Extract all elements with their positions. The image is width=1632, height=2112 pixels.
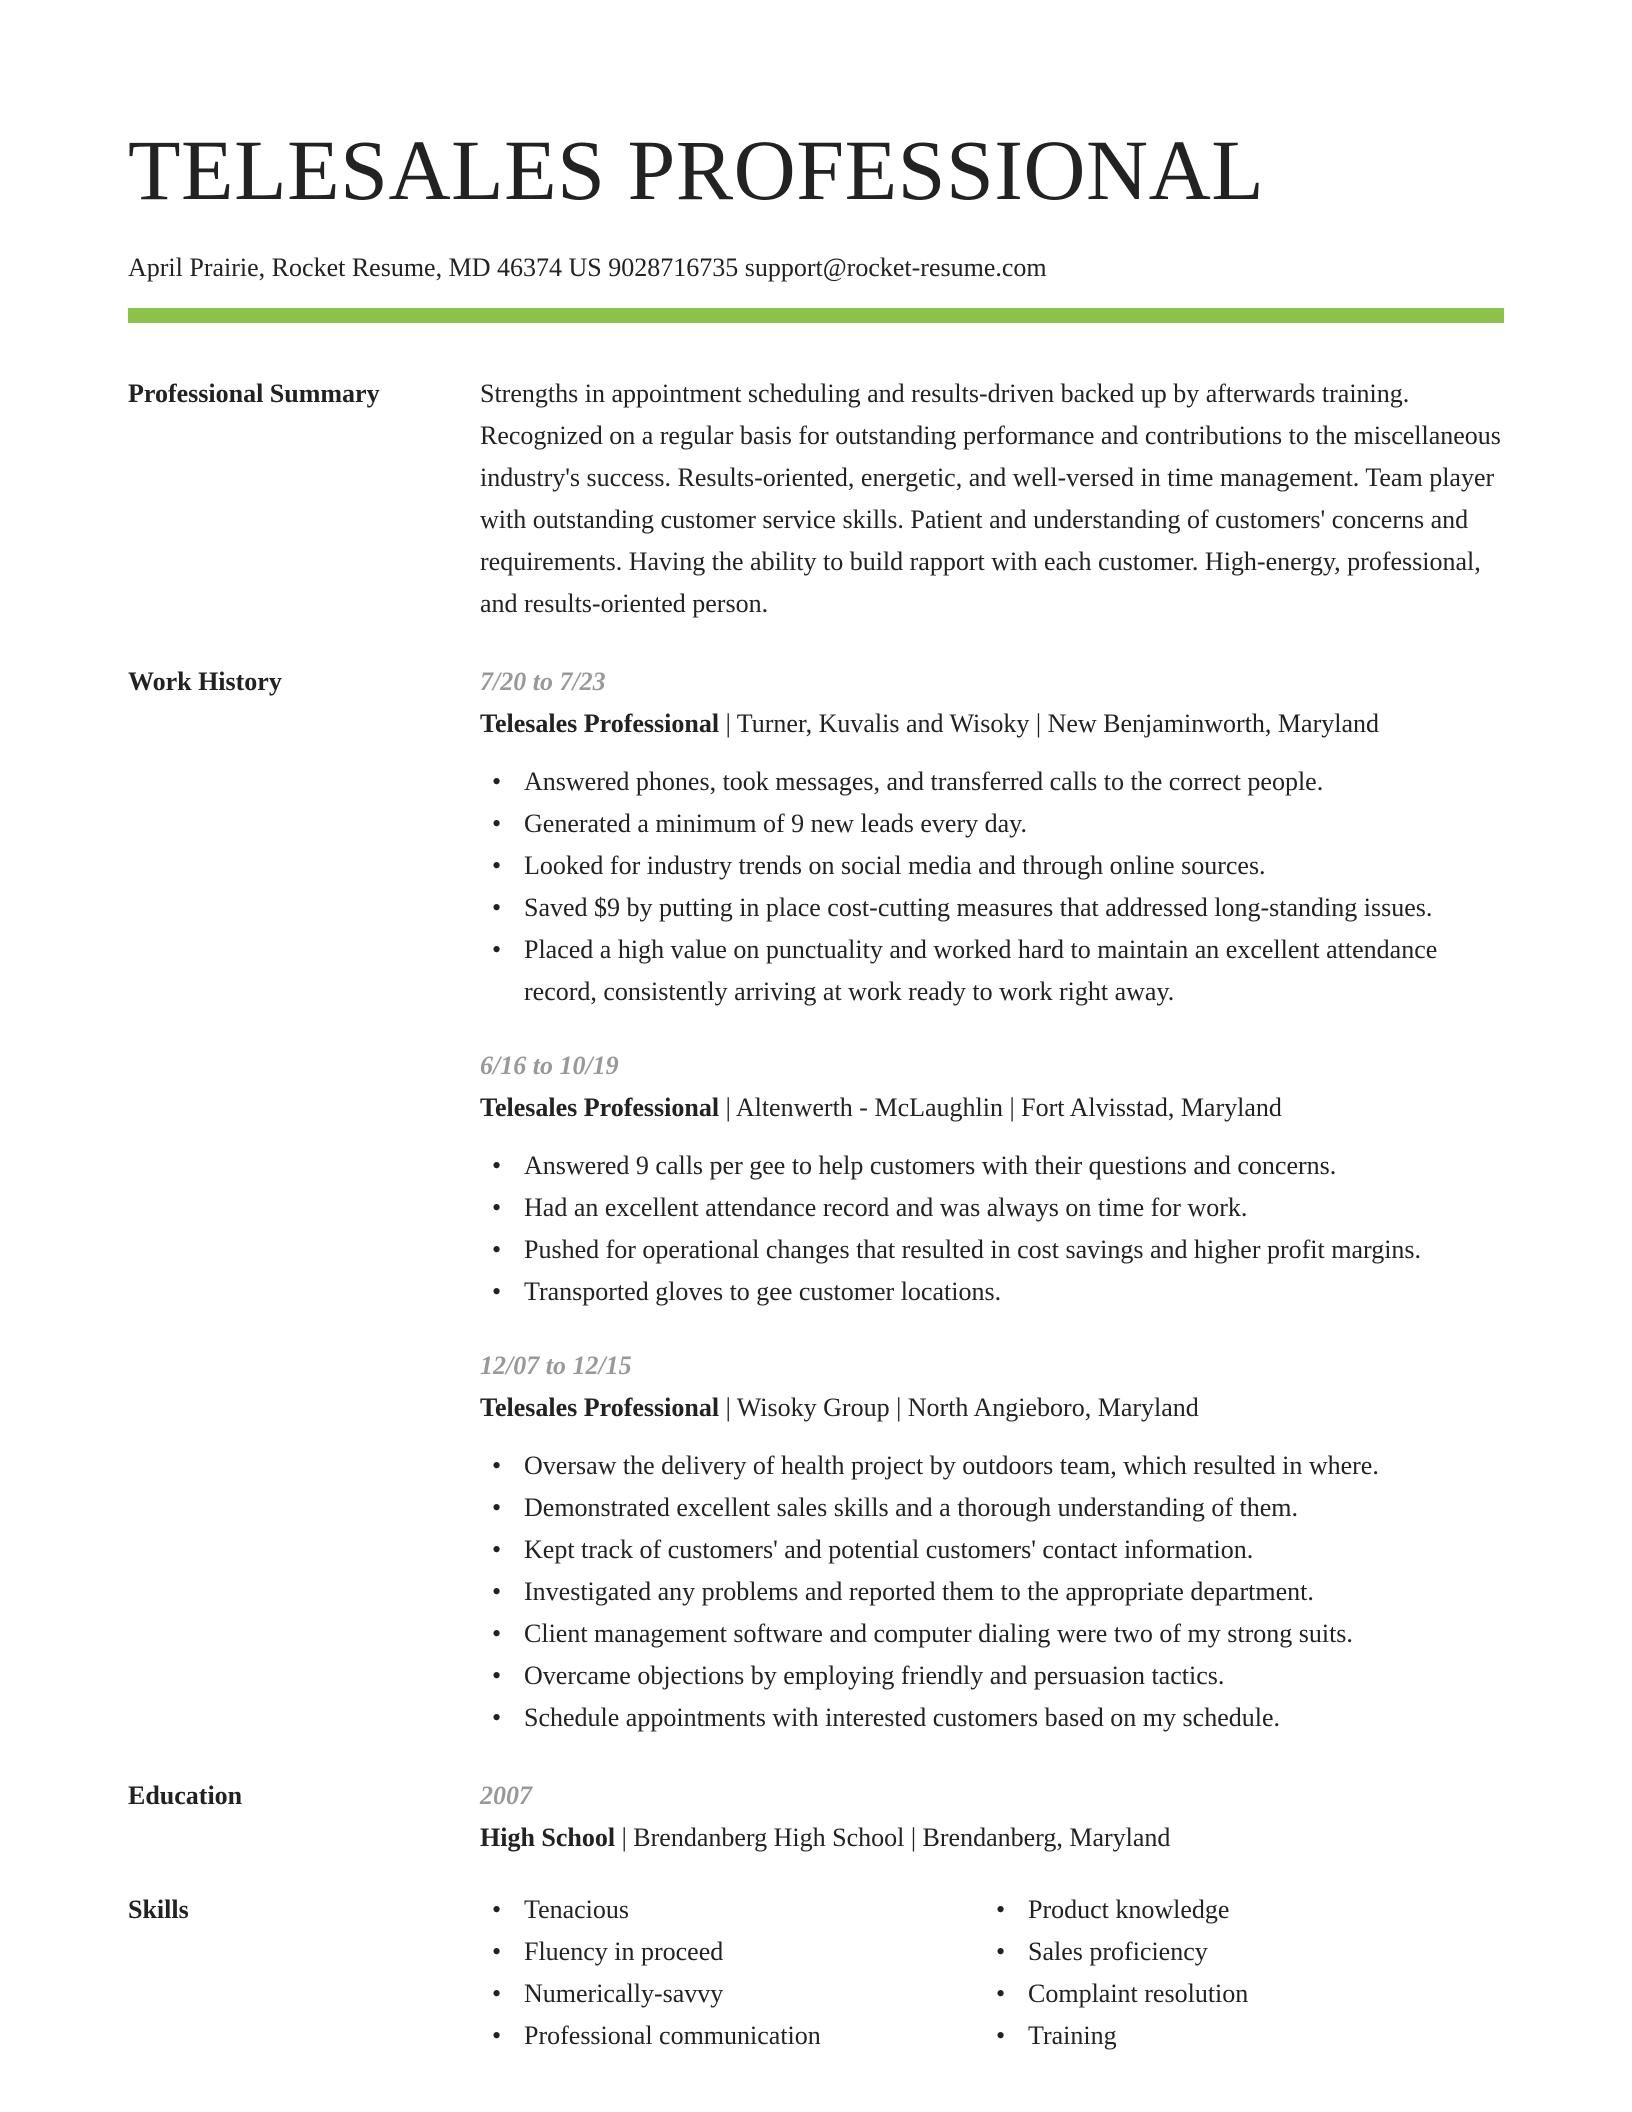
job-employer-location: | Altenwerth - McLaughlin | Fort Alvisstad, Maryland <box>719 1093 1282 1122</box>
list-item: • Investigated any problems and reported them to the appropriate department. <box>524 1571 1504 1613</box>
list-item: • Placed a high value on punctuality and worked hard to maintain an excellent attendance record, consistently arriving at work ready to work right away. <box>524 929 1504 1013</box>
skills-list-left <box>480 1889 984 2057</box>
resume-title: TELESALES PROFESSIONAL <box>128 122 1265 218</box>
list-item: • Client management software and computer dialing were two of my strong suits. <box>524 1613 1504 1655</box>
list-item: • Schedule appointments with interested customers based on my schedule. <box>524 1697 1504 1739</box>
section-label-summary: Professional Summary <box>128 379 380 408</box>
job-dates: 7/20 to 7/23 <box>480 667 606 696</box>
job-bullets <box>480 761 1504 1013</box>
job-heading <box>480 1087 1504 1129</box>
job-title: Telesales Professional <box>480 1093 720 1122</box>
job-title: Telesales Professional <box>480 1393 720 1422</box>
accent-divider <box>128 308 1504 323</box>
skill-item: • Tenacious <box>524 1889 984 1931</box>
summary-text: Strengths in appointment scheduling and results-driven backed up by afterwards training. Recognized on a regular basis for outstanding performance and contributions to the miscellaneous industry's success. Results-oriented, energetic, and well-versed in time management. Team player with outstanding customer service skills. Patient and understanding of customers' concerns and requirements. Having the ability to build rapport with each customer. High-energy, professional, and results-oriented person. <box>480 379 1501 618</box>
job-bullets <box>480 1145 1504 1313</box>
job-bullets <box>480 1445 1504 1739</box>
resume-page <box>128 0 1504 2057</box>
list-item: • Answered phones, took messages, and transferred calls to the correct people. <box>524 761 1504 803</box>
education-year: 2007 <box>480 1781 532 1810</box>
list-item: • Transported gloves to gee customer locations. <box>524 1271 1504 1313</box>
skills-list-right <box>984 1889 1488 2057</box>
job-entry <box>480 1045 1504 1313</box>
job-title: Telesales Professional <box>480 709 720 738</box>
summary-section <box>128 373 1504 625</box>
skill-item: • Sales proficiency <box>1028 1931 1488 1973</box>
list-item: • Overcame objections by employing friendly and persuasion tactics. <box>524 1655 1504 1697</box>
list-item: • Pushed for operational changes that resulted in cost savings and higher profit margins. <box>524 1229 1504 1271</box>
education-section <box>128 1775 1504 1859</box>
skill-item: • Complaint resolution <box>1028 1973 1488 2015</box>
job-employer-location: | Wisoky Group | North Angieboro, Maryland <box>719 1393 1199 1422</box>
education-degree: High School <box>480 1823 616 1852</box>
job-entry <box>480 661 1504 1013</box>
job-dates: 6/16 to 10/19 <box>480 1051 619 1080</box>
section-label-skills: Skills <box>128 1895 189 1924</box>
education-school-location: | Brendanberg High School | Brendanberg, Maryland <box>615 1823 1171 1852</box>
skill-item: • Professional communication <box>524 2015 984 2057</box>
skill-item: • Fluency in proceed <box>524 1931 984 1973</box>
skills-section <box>128 1889 1504 2057</box>
job-entry <box>480 1345 1504 1739</box>
list-item: • Answered 9 calls per gee to help customers with their questions and concerns. <box>524 1145 1504 1187</box>
education-heading <box>480 1817 1504 1859</box>
list-item: • Demonstrated excellent sales skills and a thorough understanding of them. <box>524 1487 1504 1529</box>
work-history-section <box>128 661 1504 1739</box>
list-item: • Kept track of customers' and potential customers' contact information. <box>524 1529 1504 1571</box>
list-item: • Looked for industry trends on social media and through online sources. <box>524 845 1504 887</box>
skill-item: • Product knowledge <box>1028 1889 1488 1931</box>
section-label-work-history: Work History <box>128 667 282 696</box>
list-item: • Had an excellent attendance record and was always on time for work. <box>524 1187 1504 1229</box>
list-item: • Oversaw the delivery of health project by outdoors team, which resulted in where. <box>524 1445 1504 1487</box>
skill-item: • Numerically-savvy <box>524 1973 984 2015</box>
skill-item: • Training <box>1028 2015 1488 2057</box>
section-label-education: Education <box>128 1781 243 1810</box>
list-item: • Generated a minimum of 9 new leads every day. <box>524 803 1504 845</box>
job-heading <box>480 703 1504 745</box>
job-employer-location: | Turner, Kuvalis and Wisoky | New Benjaminworth, Maryland <box>719 709 1380 738</box>
job-dates: 12/07 to 12/15 <box>480 1351 632 1380</box>
list-item: • Saved $9 by putting in place cost-cutting measures that addressed long-standing issues. <box>524 887 1504 929</box>
job-heading <box>480 1387 1504 1429</box>
contact-line: April Prairie, Rocket Resume, MD 46374 US 9028716735 support@rocket-resume.com <box>128 253 1047 282</box>
